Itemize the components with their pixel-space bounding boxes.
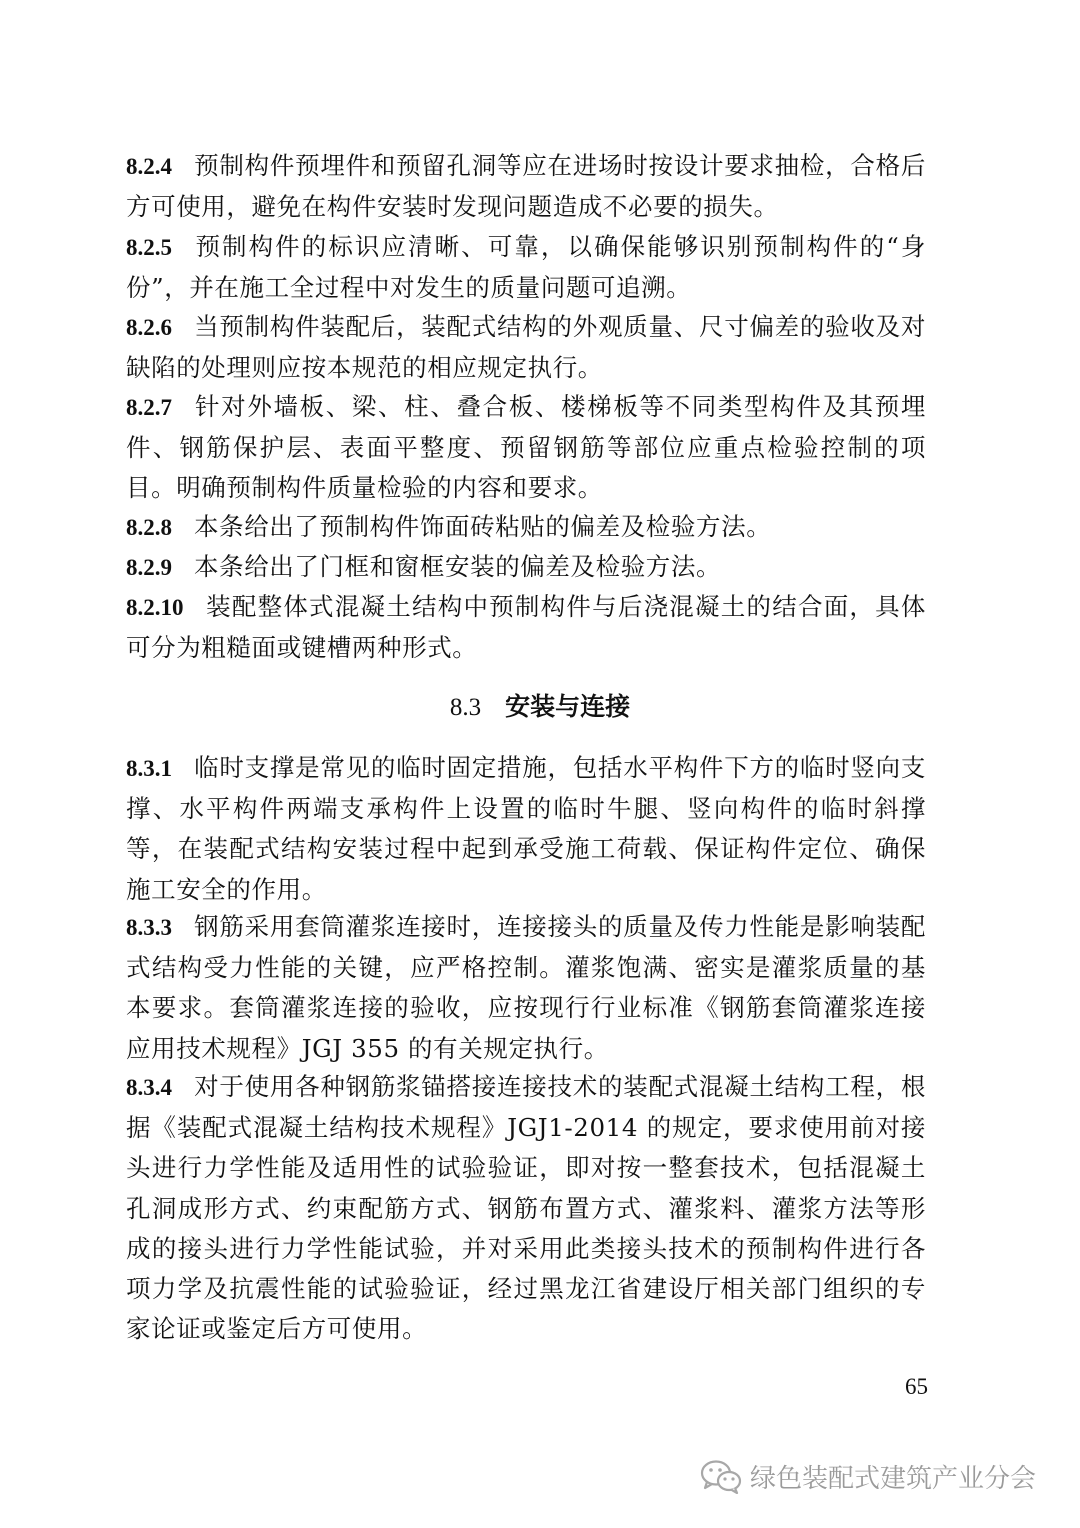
clause-number: 8.2.7	[126, 395, 172, 420]
clause-8-3-3	[126, 907, 926, 1069]
clause-8-3-1	[126, 748, 926, 910]
clause-text: 当预制构件装配后，装配式结构的外观质量、尺寸偏差的验收及对缺陷的处理则应按本规范的相应规定执行。	[126, 312, 926, 383]
clause-text: 预制构件预埋件和预留孔洞等应在进场时按设计要求抽检，合格后方可使用，避免在构件安装时发现问题造成不必要的损失。	[126, 151, 926, 222]
clause-number: 8.2.8	[126, 515, 172, 540]
clause-number: 8.2.10	[126, 595, 184, 620]
wechat-icon	[700, 1458, 742, 1494]
page-number: 65	[905, 1374, 928, 1399]
clause-number: 8.2.6	[126, 315, 172, 340]
clause-8-2-10	[126, 587, 926, 668]
clause-number: 8.3.1	[126, 756, 172, 781]
clause-text: 本条给出了门框和窗框安装的偏差及检验方法。	[194, 552, 722, 581]
clause-number: 8.3.3	[126, 915, 172, 940]
clause-8-2-8	[126, 507, 926, 548]
clause-8-3-4	[126, 1067, 926, 1349]
clause-text: 对于使用各种钢筋浆锚搭接连接技术的装配式混凝土结构工程，根据《装配式混凝土结构技术规程》JGJ1-2014 的规定，要求使用前对接头进行力学性能及适用性的试验验证，即对按一整套技术，包括混凝土孔洞成形方式、约束配筋方式、钢筋布置方式、灌浆料、灌浆方法等形成的接头进行力学性能试验，并对采用此类接头技术的预制构件进行各项力学及抗震性能的试验验证，经过黑龙江省建设厅相关部门组织的专家论证或鉴定后方可使用。	[126, 1072, 926, 1344]
clause-text: 装配整体式混凝土结构中预制构件与后浇混凝土的结合面，具体可分为粗糙面或键槽两种形式。	[126, 592, 926, 663]
clause-8-2-4	[126, 146, 926, 227]
section-title: 安装与连接	[505, 692, 631, 721]
watermark	[700, 1456, 1036, 1496]
clause-text: 临时支撑是常见的临时固定措施，包括水平构件下方的临时竖向支撑、水平构件两端支承构件上设置的临时牛腿、竖向构件的临时斜撑等，在装配式结构安装过程中起到承受施工荷载、保证构件定位、确保施工安全的作用。	[126, 753, 926, 904]
clause-text: 针对外墙板、梁、柱、叠合板、楼梯板等不同类型构件及其预埋件、钢筋保护层、表面平整度、预留钢筋等部位应重点检验控制的项目。明确预制构件质量检验的内容和要求。	[126, 392, 926, 503]
clause-text: 本条给出了预制构件饰面砖粘贴的偏差及检验方法。	[194, 512, 772, 541]
clause-8-2-6	[126, 307, 926, 388]
clause-number: 8.2.5	[126, 235, 172, 260]
clause-number: 8.3.4	[126, 1075, 172, 1100]
section-heading	[0, 688, 1080, 727]
clause-text: 预制构件的标识应清晰、可靠，以确保能够识别预制构件的“身份”，并在施工全过程中对发生的质量问题可追溯。	[126, 232, 926, 303]
clause-8-2-9	[126, 547, 926, 588]
clause-number: 8.2.4	[126, 154, 172, 179]
watermark-text: 绿色装配式建筑产业分会	[750, 1463, 1037, 1494]
section-number: 8.3	[449, 694, 482, 721]
clause-8-2-5	[126, 227, 926, 308]
clause-text: 钢筋采用套筒灌浆连接时，连接接头的质量及传力性能是影响装配式结构受力性能的关键，应严格控制。灌浆饱满、密实是灌浆质量的基本要求。套筒灌浆连接的验收，应按现行行业标准《钢筋套筒灌浆连接应用技术规程》JGJ 355 的有关规定执行。	[126, 912, 926, 1063]
clause-number: 8.2.9	[126, 555, 172, 580]
clause-8-2-7	[126, 387, 926, 509]
